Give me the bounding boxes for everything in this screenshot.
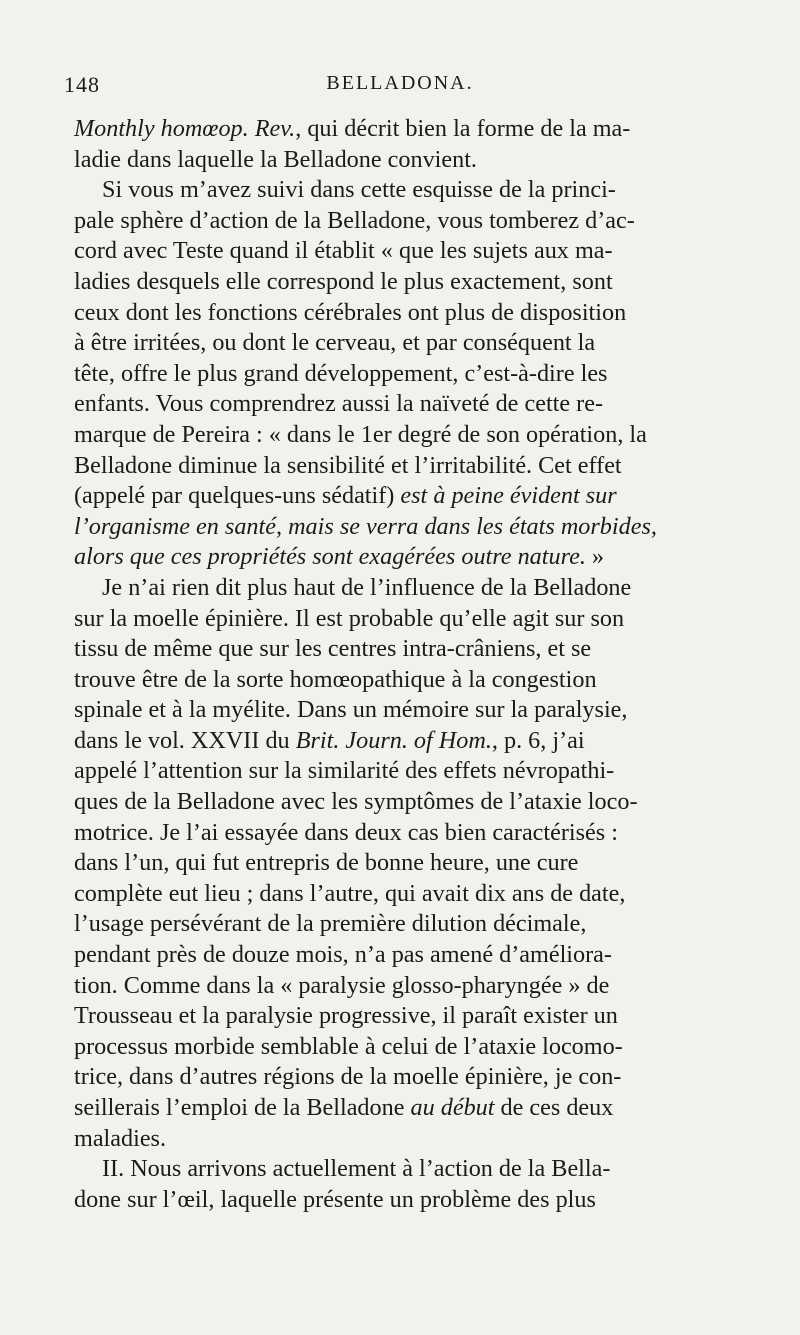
text-line: Si vous m’avez suivi dans cette esquisse de la princi- [102,176,616,204]
text-run: dans le vol. XXVII du [74,726,296,754]
text-run: (appelé par quelques-uns sédatif) [74,482,401,510]
text-run: , qui décrit bien la forme de la ma- [295,115,631,142]
text-run: » [585,543,605,571]
text-run: de ces deux [494,1094,614,1121]
text-line: appelé l’attention sur la similarité des effets névropathi- [74,757,615,785]
text-line: complète eut lieu ; dans l’autre, qui avait dix ans de date, [74,879,626,907]
text-line: motrice. Je l’ai essayée dans deux cas bien caractérisés : [74,818,618,846]
text-line: Je n’ai rien dit plus haut de l’influence de la Belladone [102,573,632,601]
text-line: marque de Pereira : « dans le 1er degré de son opération, la [74,420,647,448]
journal-title: Brit. Journ. of Hom. [295,726,492,754]
text-line: trouve être de la sorte homœopathique à la congestion [74,665,597,693]
text-line: II. Nous arrivons actuellement à l’action de la Bella- [102,1155,611,1183]
text-line: pale sphère d’action de la Belladone, vous tomberez d’ac- [74,206,635,234]
text-line: Belladone diminue la sensibilité et l’irritabilité. Cet effet [74,451,622,479]
text-run: , p. 6, j’ai [491,726,585,754]
text-line: trice, dans d’autres régions de la moelle épinière, je con- [74,1063,622,1091]
running-title: BELLADONA. [326,72,474,94]
journal-title: Monthly homœop. Rev. [74,115,296,142]
text-run: seillerais l’emploi de la Belladone [74,1094,411,1121]
text-line: maladies. [74,1124,167,1152]
text-line: ceux dont les fonctions cérébrales ont plus de disposition [74,298,627,326]
text-line: Trousseau et la paralysie progressive, il paraît exister un [74,1002,618,1030]
text-line: dans l’un, qui fut entrepris de bonne heure, une cure [74,849,579,877]
text-line: cord avec Teste quand il établit « que les sujets aux ma- [74,237,613,265]
text-line [74,114,764,145]
text-line: enfants. Vous comprendrez aussi la naïveté de cette re- [74,390,604,418]
italic-quote: l’organisme en santé, mais se verra dans les états morbides, [74,512,657,540]
text-line [74,542,764,573]
text-line: done sur l’œil, laquelle présente un problème des plus [74,1185,596,1213]
text-line [74,512,764,543]
text-line: tissu de même que sur les centres intra-crâniens, et se [74,635,592,663]
text-line: processus morbide semblable à celui de l’ataxie locomo- [74,1032,623,1060]
italic-quote: est à peine évident sur [400,482,617,510]
text-line: ques de la Belladone avec les symptômes de l’ataxie loco- [74,788,638,816]
text-line: tête, offre le plus grand développement, c’est-à-dire les [74,359,608,387]
italic-quote: alors que ces propriétés sont exagérées outre nature. [74,543,586,571]
text-line: ladie dans laquelle la Belladone convient. [74,145,477,173]
text-line: ladies desquels elle correspond le plus exactement, sont [74,267,613,295]
text-line [74,726,764,757]
text-line: pendant près de douze mois, n’a pas amené d’améliora- [74,941,612,969]
text-line: l’usage persévérant de la première dilution décimale, [74,910,587,938]
text-line: à être irritées, ou dont le cerveau, et par conséquent la [74,329,596,357]
text-line: tion. Comme dans la « paralysie glosso-pharyngée » de [74,971,610,999]
page-number: 148 [64,72,100,97]
text-line: spinale et à la myélite. Dans un mémoire sur la paralysie, [74,696,628,724]
page-body [74,114,764,1215]
italic-phrase: au début [410,1094,495,1121]
text-line: sur la moelle épinière. Il est probable qu’elle agit sur son [74,604,625,632]
text-line [74,481,764,512]
text-line [74,1093,764,1124]
